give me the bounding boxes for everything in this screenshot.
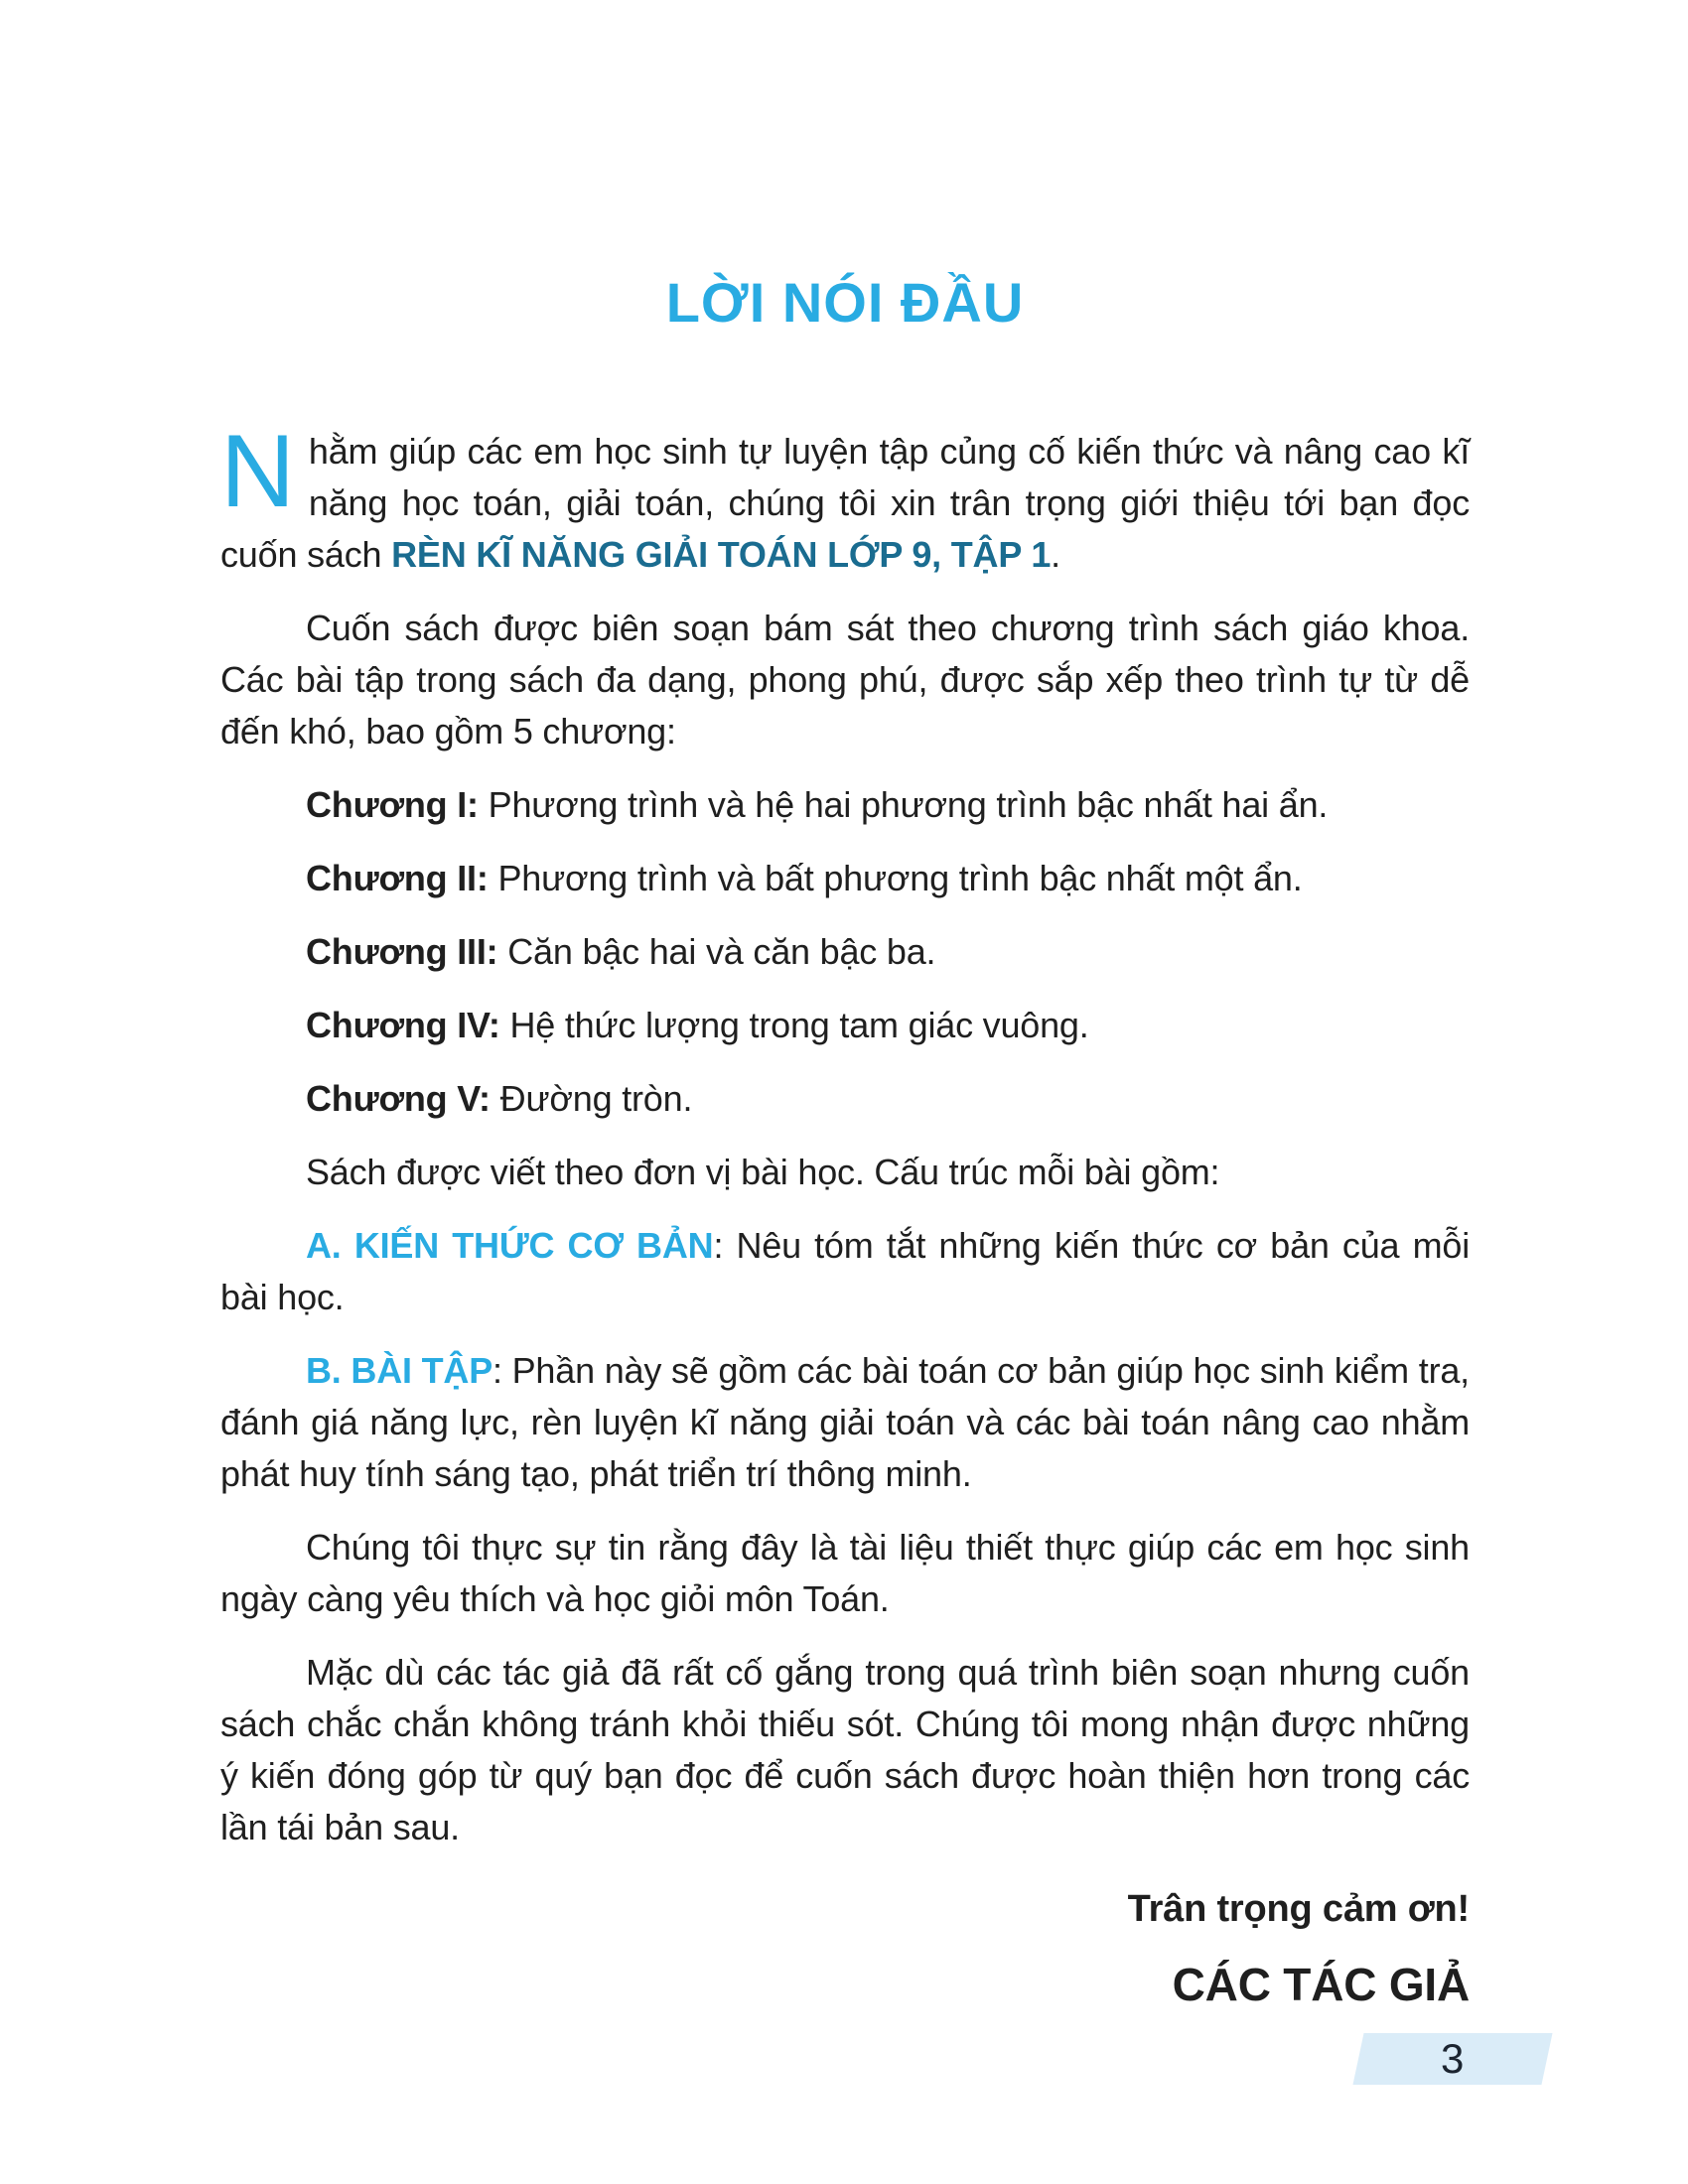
chapter-item-2	[220, 853, 1470, 904]
chapter-item-3	[220, 926, 1470, 978]
chapter-5-text: Đường tròn.	[490, 1078, 693, 1119]
drop-cap-letter: N	[220, 414, 295, 529]
chapter-item-4	[220, 1000, 1470, 1051]
signoff-thanks: Trân trọng cảm ơn!	[1127, 1888, 1470, 1930]
chapter-1-label: Chương I:	[306, 784, 479, 825]
chapter-1-text: Phương trình và hệ hai phương trình bậc nhất hai ẩn.	[478, 784, 1329, 825]
overview-paragraph: Cuốn sách được biên soạn bám sát theo chương trình sách giáo khoa. Các bài tập trong sách đa dạng, phong phú, được sắp xếp theo trình tự từ dễ đến khó, bao gồm 5 chương:	[220, 608, 1470, 751]
apology-paragraph: Mặc dù các tác giả đã rất cố gắng trong quá trình biên soạn nhưng cuốn sách chắc chắn không tránh khỏi thiếu sót. Chúng tôi mong nhận được những ý kiến đóng góp từ quý bạn đọc để cuốn sách được hoàn thiện hơn trong các lần tái bản sau.	[220, 1652, 1470, 1847]
section-a-label: A. KIẾN THỨC CƠ BẢN	[306, 1225, 714, 1266]
chapter-item-5	[220, 1073, 1470, 1125]
chapter-4-label: Chương IV:	[306, 1005, 500, 1045]
section-a-paragraph	[220, 1220, 1470, 1323]
section-b-label: B. BÀI TẬP	[306, 1350, 493, 1391]
chapter-5-label: Chương V:	[306, 1078, 491, 1119]
book-title-text: RÈN KĨ NĂNG GIẢI TOÁN LỚP 9, TẬP 1	[391, 534, 1052, 575]
chapter-4-text: Hệ thức lượng trong tam giác vuông.	[499, 1005, 1089, 1045]
chapter-2-text: Phương trình và bất phương trình bậc nhất một ẩn.	[488, 858, 1303, 898]
confidence-paragraph: Chúng tôi thực sự tin rằng đây là tài liệu thiết thực giúp các em học sinh ngày càng yêu thích và học giỏi môn Toán.	[220, 1527, 1470, 1619]
chapter-3-text: Căn bậc hai và căn bậc ba.	[497, 931, 936, 972]
page-number-tab	[1352, 2033, 1552, 2085]
intro-text-period: .	[1051, 534, 1060, 575]
intro-text: hằm giúp các em học sinh tự luyện tập củng cố kiến thức và nâng cao kĩ năng học toán, giải toán, chúng tôi xin trân trọng giới thiệu tới bạn đọc cuốn sách	[220, 431, 1470, 575]
page-title: LỜI NÓI ĐẦU	[665, 271, 1025, 334]
section-b-paragraph	[220, 1345, 1470, 1500]
preface-content	[220, 0, 1470, 2012]
signoff-authors: CÁC TÁC GIẢ	[1172, 1959, 1470, 2010]
chapter-2-label: Chương II:	[306, 858, 489, 898]
structure-intro-paragraph: Sách được viết theo đơn vị bài học. Cấu trúc mỗi bài gồm:	[306, 1152, 1220, 1192]
chapter-3-label: Chương III:	[306, 931, 498, 972]
chapter-item-1	[220, 779, 1470, 831]
page-number: 3	[1441, 2035, 1465, 2082]
intro-paragraph	[220, 414, 1470, 581]
section-a-text: : Nêu tóm tắt những kiến thức cơ bản của mỗi bài học.	[220, 1225, 1470, 1317]
section-b-text: : Phần này sẽ gồm các bài toán cơ bản giúp học sinh kiểm tra, đánh giá năng lực, rèn luyện kĩ năng giải toán và các bài toán nâng cao nhằm phát huy tính sáng tạo, phát triển trí thông minh.	[220, 1350, 1470, 1494]
